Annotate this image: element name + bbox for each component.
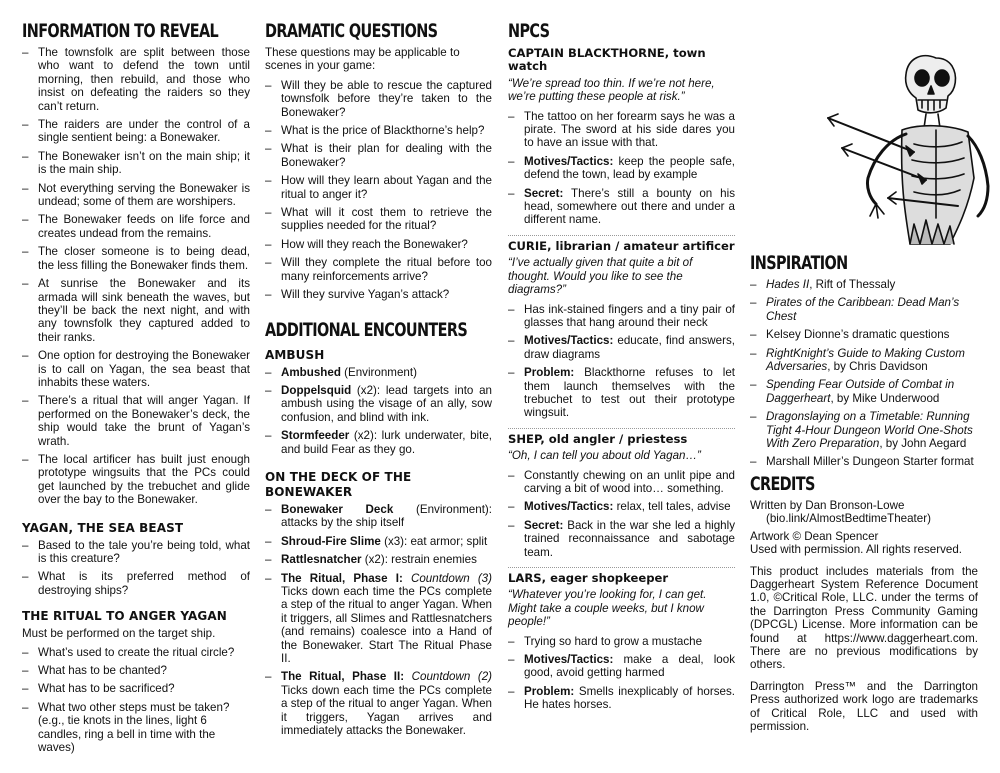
divider [508, 428, 735, 429]
list-item: – Marshall Miller’s Dungeon Starter format [750, 455, 978, 468]
list-item: – How will they learn about Yagan and the ritual to anger it? [265, 174, 492, 201]
list-item: – What is its preferred method of destroying ships? [22, 570, 250, 597]
list-item: – The local artificer has built just enough prototype wingsuits that the PCs could get launched by the trebuchet and glide over the bay to the Bonewaker. [22, 453, 250, 507]
npc-blackthorne [508, 47, 735, 227]
list-item: – At sunrise the Bonewaker and its armada will sink beneath the waves, but they’ll be back the next night, and with any townsfolk they captured added to their ranks. [22, 277, 250, 344]
heading-yagan: YAGAN, THE SEA BEAST [22, 520, 184, 535]
npc-details [508, 469, 735, 559]
list-item: – Will they be able to rescue the captured townsfolk before they’re taken to the Bonewaker? [265, 79, 492, 119]
npc-details [508, 303, 735, 420]
list-item: – Shroud-Fire Slime (x3): eat armor; split [265, 535, 492, 548]
list-item: – The Ritual, Phase II: Countdown (2) Ticks down each time the PCs complete a step of the ritual to anger Yagan. When it triggers, Yagan arrives and immediately attacks the Bonewaker. [265, 670, 492, 737]
heading-deck: ON THE DECK OF THE BONEWAKER [265, 469, 412, 499]
list-item: – What’s used to create the ritual circle? [22, 646, 250, 659]
credit-writer: Written by Dan Bronson-Lowe [750, 498, 905, 512]
list-item: – The Bonewaker feeds on life force and creates undead from the remains. [22, 213, 250, 240]
list-item: – Spending Fear Outside of Combat in Daggerheart, by Mike Underwood [750, 378, 978, 405]
credits-block [750, 499, 978, 734]
credit-license: This product includes materials from the Daggerheart System Reference Document 1.0, ©Critical Role, LLC. under the terms of the Darrington Press Community Gaming (DPCGL) License. More information can be found at https://www.daggerheart.com. There are no previous modifications by others. [750, 564, 978, 672]
list-item: – Dragonslaying on a Timetable: Running Tight 4-Hour Dungeon World One-Shots With Zero Preparation, by John Aegard [750, 410, 978, 450]
heading-inspiration: INSPIRATION [750, 253, 848, 274]
credit-writer-link[interactable]: (bio.link/AlmostBedtimeTheater) [766, 512, 931, 526]
inspiration-list [750, 278, 978, 469]
npc-details [508, 635, 735, 712]
list-item: – Hades II, Rift of Thessaly [750, 278, 978, 291]
list-item: – What is their plan for dealing with the Bonewaker? [265, 142, 492, 169]
questions-list [265, 79, 492, 302]
npc-name: CURIE, librarian / amateur artificer [508, 238, 735, 253]
list-item: – Constantly chewing on an unlit pipe and carving a bit of wood into… something. [508, 469, 735, 496]
deck-list [265, 503, 492, 738]
heading-additional-encounters: ADDITIONAL ENCOUNTERS [265, 319, 468, 341]
list-item: – The Bonewaker isn’t on the main ship; it is the main ship. [22, 150, 250, 177]
list-item: – Based to the tale you’re being told, what is this creature? [22, 539, 250, 566]
list-item: – What two other steps must be taken? (e.g., tie knots in the lines, light 6 candles, ring a bell in time with the waves) [22, 701, 250, 755]
list-item: – Will they complete the ritual before too many reinforcements arrive? [265, 256, 492, 283]
list-item: – RightKnight’s Guide to Making Custom Adversaries, by Chris Davidson [750, 347, 978, 374]
list-item: – What has to be sacrificed? [22, 682, 250, 695]
list-item: – Bonewaker Deck (Environment): attacks by the ship itself [265, 503, 492, 530]
divider [508, 235, 735, 236]
list-item: – The townsfolk are split between those who want to defend the town until morning, then rebuild, and those who insist on defeating the raiders so they can’t return. [22, 46, 250, 113]
heading-information-to-reveal: INFORMATION TO REVEAL [22, 21, 219, 42]
list-item: – There’s a ritual that will anger Yagan. If performed on the Bonewaker’s deck, the ship would take the brunt of Yagan’s wrath. [22, 394, 250, 448]
npc-details [508, 110, 735, 227]
heading-dramatic-questions: DRAMATIC QUESTIONS [265, 21, 438, 42]
list-item: – Motives/Tactics: relax, tell tales, advise [508, 500, 735, 513]
npc-name: LARS, eager shopkeeper [508, 571, 669, 585]
ritual-intro: Must be performed on the target ship. [22, 627, 216, 641]
list-item: – Will they survive Yagan’s attack? [265, 288, 492, 301]
npc-lars [508, 572, 735, 712]
list-item: – Doppelsquid (x2): lead targets into an ambush using the visage of an ally, sow confusion, and blind with ink. [265, 384, 492, 424]
column-npcs [508, 14, 735, 717]
list-item: – The tattoo on her forearm says he was a pirate. The sword at his side dares you to have an issue with that. [508, 110, 735, 150]
list-item: – The Ritual, Phase I: Countdown (3) Ticks down each time the PCs complete a step of the ritual to anger Yagan. When it triggers, all Slimes and Rattlesnatchers (and remains) coalesce into a Hand of the Bonewaker. Start The Ritual Phase II. [265, 572, 492, 666]
credit-artwork: Artwork © Dean Spencer [750, 529, 879, 543]
npc-name: CAPTAIN BLACKTHORNE, town watch [508, 46, 706, 74]
information-list [22, 46, 250, 507]
list-item: – Secret: There’s still a bounty on his head, somewhere out there and under a different name. [508, 187, 735, 227]
list-item: – Not everything serving the Bonewaker is undead; some of them are worshipers. [22, 182, 250, 209]
skeleton-pirate-illustration-icon [818, 48, 994, 248]
list-item: – Motives/Tactics: educate, find answers, draw diagrams [508, 334, 735, 361]
list-item: – Motives/Tactics: keep the people safe, defend the town, lead by example [508, 155, 735, 182]
list-item: – Problem: Blackthorne refuses to let them launch themselves with the trebuchet to test out their prototype wingsuit. [508, 366, 735, 420]
list-item: – How will they reach the Bonewaker? [265, 238, 492, 251]
list-item: – Kelsey Dionne’s dramatic questions [750, 328, 978, 341]
list-item: – Rattlesnatcher (x2): restrain enemies [265, 553, 492, 566]
heading-npcs: NPCS [508, 21, 550, 42]
list-item: – The raiders are under the control of a single sentient being: a Bonewaker. [22, 118, 250, 145]
list-item: – Pirates of the Caribbean: Dead Man’s Chest [750, 296, 978, 323]
heading-ambush: AMBUSH [265, 347, 325, 362]
ritual-list [22, 646, 250, 755]
list-item: – Stormfeeder (x2): lurk underwater, bite, and build Fear as they go. [265, 429, 492, 456]
list-item: – Problem: Smells inexplicably of horses. He hates horses. [508, 685, 735, 712]
column-information [22, 14, 250, 759]
heading-ritual: THE RITUAL TO ANGER YAGAN [22, 609, 227, 624]
npc-name: SHEP, old angler / priestess [508, 431, 688, 446]
list-item: – Ambushed (Environment) [265, 366, 492, 379]
list-item: – What is the price of Blackthorne’s help? [265, 124, 492, 137]
list-item: – Secret: Back in the war she led a highly trained reconnaissance and sabotage team. [508, 519, 735, 559]
credit-permission: Used with permission. All rights reserved. [750, 543, 962, 557]
list-item: – Has ink-stained fingers and a tiny pair of glasses that hang around their neck [508, 303, 735, 330]
list-item: – Trying so hard to grow a mustache [508, 635, 735, 648]
npc-quote: “I’ve actually given that quite a bit of thought. Would you like to see the diagrams?” [508, 256, 693, 297]
npc-curie [508, 240, 735, 420]
divider [508, 567, 735, 568]
npc-quote: “Oh, I can tell you about old Yagan…” [508, 449, 701, 463]
npc-quote: “We’re spread too thin. If we’re not here, we’re putting these people at risk.” [508, 76, 715, 104]
npc-shep [508, 433, 735, 559]
yagan-list [22, 539, 250, 598]
list-item: – The closer someone is to being dead, the less filling the Bonewaker finds them. [22, 245, 250, 272]
ambush-list [265, 366, 492, 456]
column-inspiration-credits [750, 246, 978, 737]
list-item: – What has to be chanted? [22, 664, 250, 677]
list-item: – Motives/Tactics: make a deal, look good, avoid getting harmed [508, 653, 735, 680]
list-item: – What will it cost them to retrieve the supplies needed for the ritual? [265, 206, 492, 233]
list-item: – One option for destroying the Bonewaker is to call on Yagan, the sea beast that inhabits these waters. [22, 349, 250, 389]
column-dramatic-questions [265, 14, 492, 742]
credit-trademark: Darrington Press™ and the Darrington Press authorized work logo are trademarks of Critical Role, LLC and used with permission. [750, 679, 978, 733]
heading-credits: CREDITS [750, 473, 815, 495]
npc-quote: “Whatever you’re looking for, I can get. Might take a couple weeks, but I know people!” [508, 588, 707, 629]
questions-intro: These questions may be applicable to scenes in your game: [265, 46, 460, 73]
